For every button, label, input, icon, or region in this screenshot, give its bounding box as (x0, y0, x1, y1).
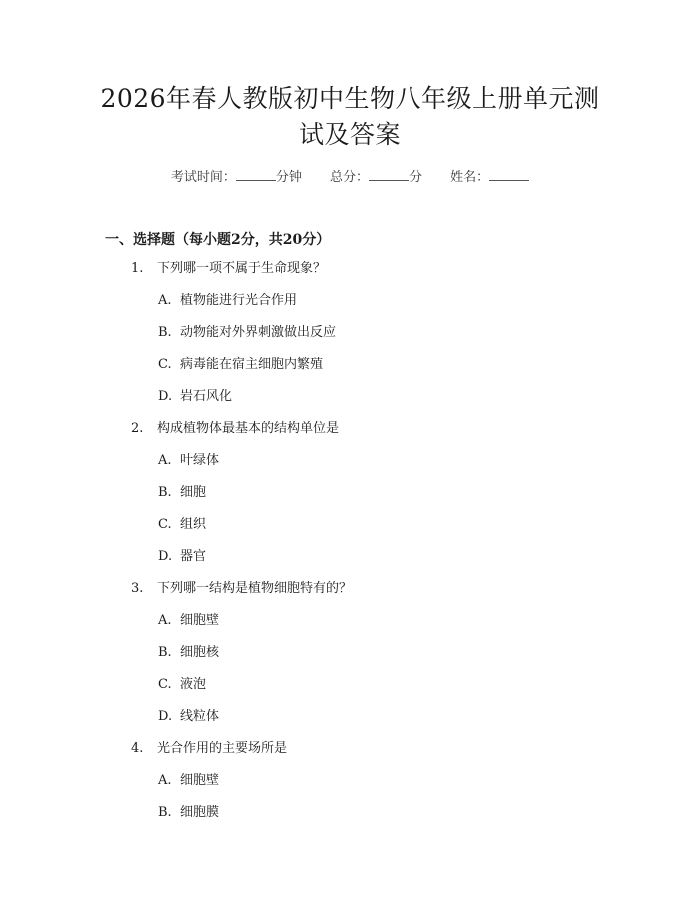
option-letter: A. (158, 453, 172, 468)
option-letter: C. (158, 357, 172, 372)
exam-time-label: 考试时间： (170, 170, 236, 185)
question-4-option-b[interactable] (158, 803, 219, 823)
exam-time-unit: 分钟 (275, 170, 302, 185)
question-3-option-b[interactable] (158, 643, 219, 663)
question-1-option-b[interactable] (158, 323, 336, 343)
question-2-option-d[interactable] (158, 547, 206, 567)
total-score-blank[interactable] (369, 168, 409, 181)
question-1-option-d[interactable] (158, 387, 232, 407)
total-score-label: 总分： (329, 170, 369, 185)
option-letter: B. (158, 485, 172, 500)
question-4-option-a[interactable] (158, 771, 219, 791)
exam-meta (0, 168, 700, 188)
question-3-option-d[interactable] (158, 707, 219, 727)
option-text: 线粒体 (180, 709, 220, 724)
exam-time (171, 168, 302, 188)
exam-time-blank[interactable] (236, 168, 276, 181)
option-text: 细胞核 (180, 645, 220, 660)
question-2 (131, 419, 339, 439)
option-text: 液泡 (180, 677, 207, 692)
option-letter: B. (158, 805, 172, 820)
question-4 (131, 739, 287, 759)
document-title-line-2: 试及答案 (298, 120, 401, 149)
option-letter: C. (158, 677, 172, 692)
question-2-option-a[interactable] (158, 451, 219, 471)
option-text: 动物能对外界刺激做出反应 (180, 325, 337, 340)
option-letter: D. (158, 709, 173, 724)
option-text: 植物能进行光合作用 (180, 293, 298, 308)
option-letter: D. (158, 549, 173, 564)
student-name-label: 姓名： (450, 170, 490, 185)
question-3-option-a[interactable] (158, 611, 219, 631)
option-letter: A. (158, 293, 172, 308)
question-3-option-c[interactable] (158, 675, 206, 695)
option-text: 病毒能在宿主细胞内繁殖 (180, 357, 324, 372)
question-number: 3. (131, 581, 144, 596)
question-1-option-c[interactable] (158, 355, 323, 375)
student-name-blank[interactable] (489, 168, 529, 181)
question-2-option-b[interactable] (158, 483, 206, 503)
total-score (330, 168, 422, 188)
document-title-line-1: 2026年春人教版初中生物八年级上册单元测 (100, 84, 600, 113)
option-text: 细胞 (180, 485, 207, 500)
question-text: 构成植物体最基本的结构单位是 (157, 421, 340, 436)
option-letter: C. (158, 517, 172, 532)
question-number: 2. (131, 421, 144, 436)
question-1-option-a[interactable] (158, 291, 297, 311)
option-text: 细胞壁 (180, 613, 220, 628)
option-letter: D. (158, 389, 173, 404)
option-text: 叶绿体 (180, 453, 220, 468)
question-1 (131, 259, 326, 279)
option-text: 组织 (180, 517, 207, 532)
option-text: 岩石风化 (180, 389, 233, 404)
option-text: 细胞膜 (180, 805, 220, 820)
question-text: 下列哪一项不属于生命现象？ (157, 261, 327, 276)
option-text: 细胞壁 (180, 773, 220, 788)
option-text: 器官 (180, 549, 207, 564)
question-text: 下列哪一结构是植物细胞特有的？ (157, 581, 353, 596)
option-letter: A. (158, 773, 172, 788)
question-3 (131, 579, 352, 599)
option-letter: B. (158, 645, 172, 660)
question-number: 4. (131, 741, 144, 756)
student-name (450, 168, 529, 188)
question-text: 光合作用的主要场所是 (157, 741, 288, 756)
option-letter: A. (158, 613, 172, 628)
question-number: 1. (131, 261, 144, 276)
total-score-unit: 分 (409, 170, 423, 185)
option-letter: B. (158, 325, 172, 340)
section-heading-multiple-choice: 一、选择题（每小题2分，共20分） (105, 232, 331, 248)
question-2-option-c[interactable] (158, 515, 206, 535)
